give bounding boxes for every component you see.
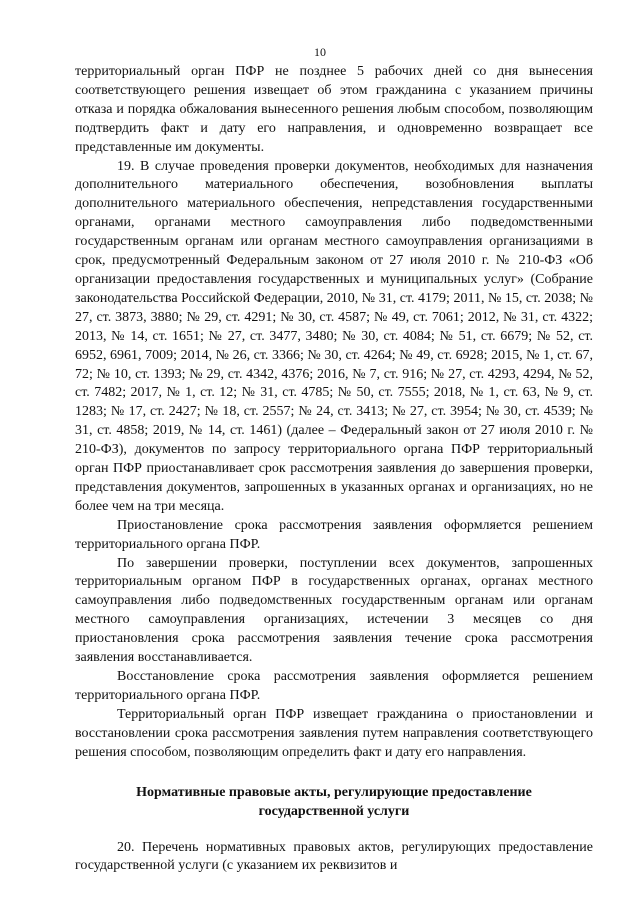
paragraph-continuation: территориальный орган ПФР не позднее 5 рабочих дней со дня вынесения соответствующего решения извещает об этом гражданина с указанием причины отказа и порядка обжалования вынесенного решения любым способом, позволяющим подтвердить факт и дату его направления, и одновременно возвращает все представленные им документы. [75,64,593,155]
document-body [75,63,593,876]
paragraph-notification: Территориальный орган ПФР извещает гражданина о приостановлении и восстановлении срока рассмотрения заявления путем направления соответствующего решения способом, позволяющим определить факт и дату его направления. [75,706,593,760]
paragraph-19: 19. В случае проведения проверки документов, необходимых для назначения дополнительного материального обеспечения, возобновления выплаты дополнительного материального обеспечения, непредставления государственными органами, органами местного самоуправления либо подведомственными государственным органам или органам местного самоуправления организациями в срок, предусмотренный Федеральным законом от 27 июля 2010 г. № 210-ФЗ «Об организации предоставления государственных и муниципальных услуг» (Собрание законодательства Российской Федерации, 2010, № 31, ст. 4179; 2011, № 15, ст. 2038; № 27, ст. 3873, 3880; № 29, ст. 4291; № 30, ст. 4587; № 49, ст. 7061; 2012, № 31, ст. 4322; 2013, № 14, ст. 1651; № 27, ст. 3477, 3480; № 30, ст. 4084; № 51, ст. 6679; № 52, ст. 6952, 6961, 7009; 2014, № 26, ст. 3366; № 30, ст. 4264; № 49, ст. 6928; 2015, № 1, ст. 67, 72; № 10, ст. 1393; № 29, ст. 4342, 4376; 2016, № 7, ст. 916; № 27, ст. 4293, 4294, № 52, ст. 7482; 2017, № 1, ст. 12; № 31, ст. 4785; № 50, ст. 7555; 2018, № 1, ст. 63, № 9, ст. 1283; № 17, ст. 2427; № 18, ст. 2557; № 24, ст. 3413; № 27, ст. 3954; № 30, ст. 4539; № 31, ст. 4858; 2019, № 14, ст. 1461) (далее – Федеральный закон от 27 июля 2010 г. № 210-ФЗ), документов по запросу территориального органа ПФР территориальный орган ПФР приостанавливает срок рассмотрения заявления до завершения проверки, представления документов, запрошенных в указанных органах и организациях, но не более чем на три месяца. [75,158,593,514]
page-number: 10 [314,45,326,59]
paragraph-20: 20. Перечень нормативных правовых актов, регулирующих предоставление государственной услуги (с указанием их реквизитов и [75,839,593,874]
paragraph-restoration-decision: Восстановление срока рассмотрения заявления оформляется решением территориального органа ПФР. [75,669,593,703]
section-heading-line-1: Нормативные правовые акты, регулирующие предоставление [136,784,532,800]
section-heading-line-2: государственной услуги [258,803,410,819]
section-heading [75,783,593,821]
paragraph-verification-completion: По завершении проверки, поступлении всех документов, запрошенных территориальным органом ПФР в государственных органах, органах местного самоуправления либо подведомственных государственным органам или органам местного самоуправления организациях, истечении 3 месяцев со дня приостановления срока рассмотрения заявления течение срока рассмотрения заявления восстанавливается. [75,555,593,666]
paragraph-suspension-decision: Приостановление срока рассмотрения заявления оформляется решением территориального органа ПФР. [75,517,593,552]
